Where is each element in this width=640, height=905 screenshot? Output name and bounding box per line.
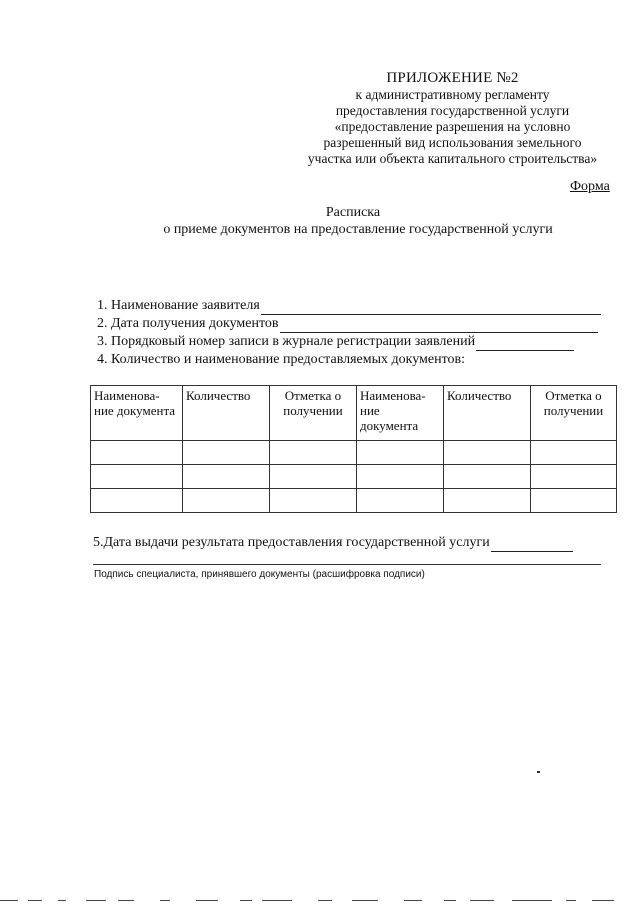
table-cell[interactable]: [444, 465, 531, 489]
table-cell[interactable]: [270, 465, 357, 489]
table-row: [91, 465, 617, 489]
appendix-header: [280, 70, 625, 167]
table-cell[interactable]: [91, 489, 183, 513]
column-header: Отметка о получении: [531, 386, 617, 441]
appendix-line: разрешенный вид использования земельного: [323, 135, 582, 150]
table-cell[interactable]: [270, 441, 357, 465]
applicant-name-blank[interactable]: [261, 301, 601, 315]
field-issue-date: [93, 534, 573, 552]
table-cell[interactable]: [531, 441, 617, 465]
table-cell[interactable]: [91, 465, 183, 489]
column-header: Наименова-ние документа: [91, 386, 183, 441]
table-cell[interactable]: [357, 441, 444, 465]
column-header: Количество: [444, 386, 531, 441]
scan-edge-artifacts: [0, 898, 640, 904]
table-cell[interactable]: [444, 441, 531, 465]
column-header: Отметка о получении: [270, 386, 357, 441]
table-cell[interactable]: [444, 489, 531, 513]
registry-number-blank[interactable]: [476, 337, 574, 351]
table-cell[interactable]: [357, 489, 444, 513]
field-applicant-name: [97, 297, 617, 315]
table-cell[interactable]: [183, 441, 270, 465]
receipt-date-blank[interactable]: [280, 319, 598, 333]
field-documents-count: [97, 351, 617, 369]
form-fields: [97, 297, 617, 369]
table-header-row: [91, 386, 617, 441]
issue-date-blank[interactable]: [491, 538, 573, 552]
table-cell[interactable]: [183, 489, 270, 513]
field-label: 3. Порядковый номер записи в журнале регистрации заявлений: [97, 334, 476, 349]
field-label: 1. Наименование заявителя: [97, 298, 260, 313]
receipt-title: Расписка: [325, 205, 381, 220]
appendix-line: участка или объекта капитального строительства»: [307, 151, 598, 166]
field-label: 2. Дата получения документов: [97, 316, 279, 331]
receipt-subtitle: о приеме документов на предоставление государственной услуги: [163, 222, 553, 237]
column-header: Наименова-ние документа: [357, 386, 444, 441]
table-cell[interactable]: [531, 465, 617, 489]
table-cell[interactable]: [357, 465, 444, 489]
table-row: [91, 441, 617, 465]
field-receipt-date: [97, 315, 617, 333]
table-cell[interactable]: [183, 465, 270, 489]
appendix-line: предоставления государственной услуги: [335, 103, 570, 118]
table-cell[interactable]: [91, 441, 183, 465]
scan-speck: [537, 771, 540, 773]
appendix-title: ПРИЛОЖЕНИЕ №2: [386, 70, 519, 86]
documents-table: [90, 385, 617, 513]
field-label: 5.Дата выдачи результата предоставления государственной услуги: [93, 535, 490, 550]
table-cell[interactable]: [270, 489, 357, 513]
field-registry-number: [97, 333, 617, 351]
column-header: Количество: [183, 386, 270, 441]
appendix-line: «предоставление разрешения на условно: [334, 119, 571, 134]
signature-caption: Подпись специалиста, принявшего документы (расшифровка подписи): [94, 569, 425, 580]
table-row: [91, 489, 617, 513]
signature-line[interactable]: [93, 564, 601, 565]
table-cell[interactable]: [531, 489, 617, 513]
form-label: Форма: [570, 179, 610, 194]
field-label: 4. Количество и наименование предоставляемых документов:: [97, 352, 466, 367]
appendix-line: к административному регламенту: [355, 87, 550, 102]
